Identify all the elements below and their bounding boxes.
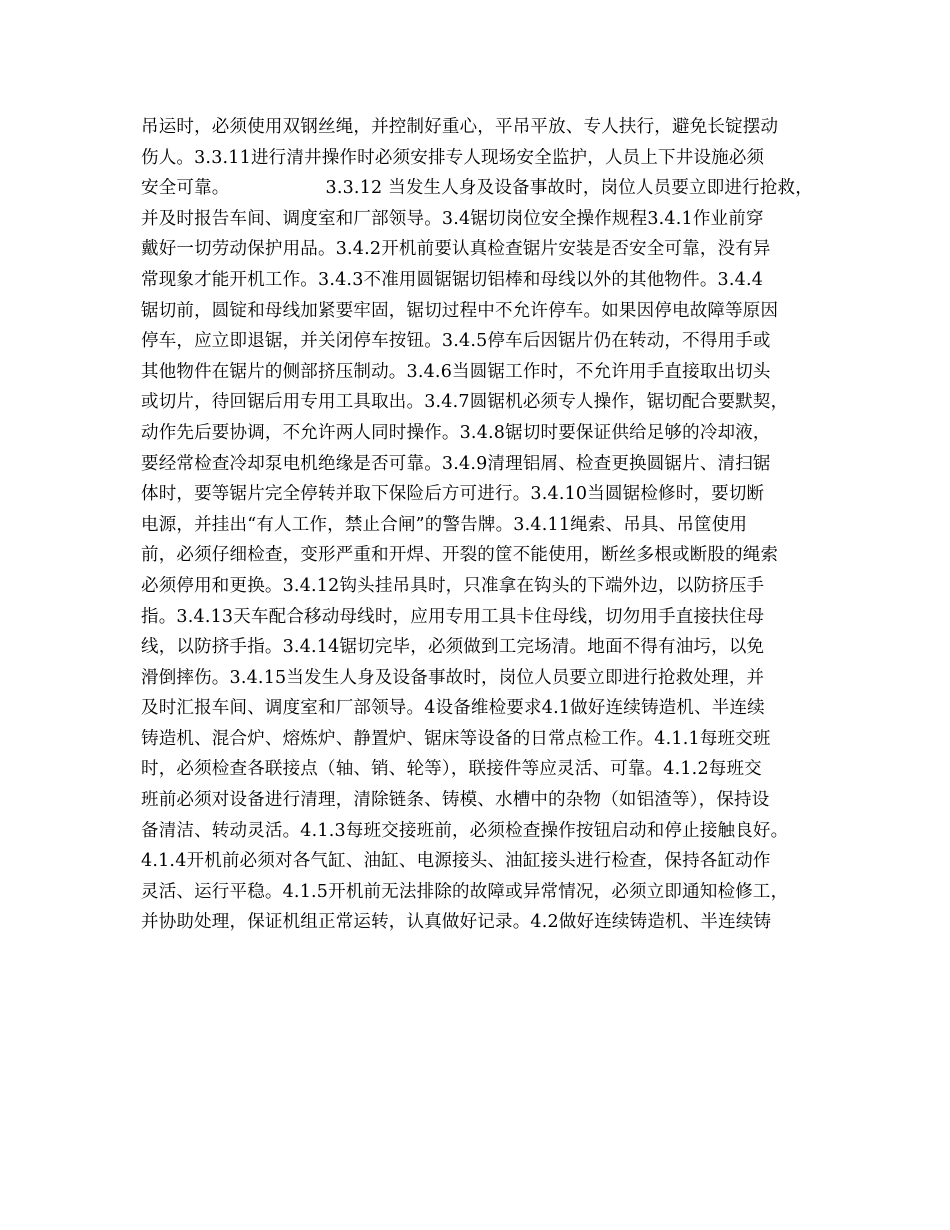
text-line: 灵活、运行平稳。4.1.5开机前无法排除的故障或异常情况，必须立即通知检修工， (141, 881, 789, 902)
text-line: 4.1.4开机前必须对各气缸、油缸、电源接头、油缸接头进行检查，保持各缸动作 (141, 851, 771, 872)
text-line: 或切片，待回锯后用专用工具取出。3.4.7圆锯机必须专人操作，锯切配合要默契， (141, 392, 789, 413)
text-line: 并及时报告车间、调度室和厂部领导。3.4锯切岗位安全操作规程3.4.1作业前穿 (141, 208, 764, 229)
text-segment: 3.3.12 当发生人身及设备事故时，岗位人员要立即进行抢救， (325, 178, 813, 199)
text-line: 备清洁、转动灵活。4.1.3每班交接班前，必须检查操作按钮启动和停止接触良好。 (141, 820, 789, 841)
text-line: 电源，并挂出“有人工作，禁止合闸”的警告牌。3.4.11绳索、吊具、吊筐使用 (141, 514, 748, 535)
text-line: 体时，要等锯片完全停转并取下保险后方可进行。3.4.10当圆锯检修时，要切断 (141, 484, 765, 505)
text-line-with-gap (141, 173, 831, 204)
text-line: 停车，应立即退锯，并关闭停车按钮。3.4.5停车后因锯片仍在转动，不得用手或 (141, 331, 771, 352)
text-line: 要经常检查冷却泵电机绝缘是否可靠。3.4.9清理铝屑、检查更换圆锯片、清扫锯 (141, 453, 771, 474)
text-line: 铸造机、混合炉、熔炼炉、静置炉、锯床等设备的日常点检工作。4.1.1每班交班 (141, 728, 771, 749)
text-line: 伤人。3.3.11进行清井操作时必须安排专人现场安全监护，人员上下井设施必须 (141, 147, 765, 168)
text-line: 并协助处理，保证机组正常运转，认真做好记录。4.2做好连续铸造机、半连续铸 (141, 912, 772, 933)
text-segment: 安全可靠。 (141, 178, 230, 199)
text-line: 锯切前，圆锭和母线加紧要牢固，锯切过程中不允许停车。如果因停电故障等原因 (141, 300, 779, 321)
text-line: 戴好一切劳动保护用品。3.4.2开机前要认真检查锯片安装是否安全可靠，没有异 (141, 239, 771, 260)
text-line: 滑倒摔伤。3.4.15当发生人身及设备事故时，岗位人员要立即进行抢救处理，并 (141, 667, 765, 688)
text-line (141, 938, 831, 969)
text-line: 常现象才能开机工作。3.4.3不准用圆锯锯切铝棒和母线以外的其他物件。3.4.4 (141, 269, 764, 290)
text-line: 班前必须对设备进行清理，清除链条、铸模、水槽中的杂物（如铝渣等），保持设 (141, 790, 770, 811)
text-line: 线，以防挤手指。3.4.14锯切完毕，必须做到工完场清。地面不得有油圬，以免 (141, 637, 765, 658)
text-line: 动作先后要协调，不允许两人同时操作。3.4.8锯切时要保证供给足够的冷却液， (141, 422, 771, 443)
text-line: 前，必须仔细检查，变形严重和开焊、开裂的筐不能使用，断丝多根或断股的绳索 (141, 545, 779, 566)
text-line: 其他物件在锯片的侧部挤压制动。3.4.6当圆锯工作时，不允许用手直接取出切头 (141, 361, 771, 382)
text-line: 吊运时，必须使用双钢丝绳，并控制好重心，平吊平放、专人扶行，避免长锭摆动 (141, 117, 779, 137)
text-line: 必须停用和更换。3.4.12钩头挂吊具时，只准拿在钩头的下端外边，以防挤压手 (141, 575, 765, 596)
body-paragraph (141, 112, 831, 969)
text-line: 时，必须检查各联接点（轴、销、轮等），联接件等应灵活、可靠。4.1.2每班交 (141, 759, 762, 780)
text-line: 指。3.4.13天车配合移动母线时，应用专用工具卡住母线，切勿用手直接扶住母 (141, 606, 765, 627)
text-line: 及时汇报车间、调度室和厂部领导。4设备维检要求4.1做好连续铸造机、半连续 (141, 698, 765, 719)
